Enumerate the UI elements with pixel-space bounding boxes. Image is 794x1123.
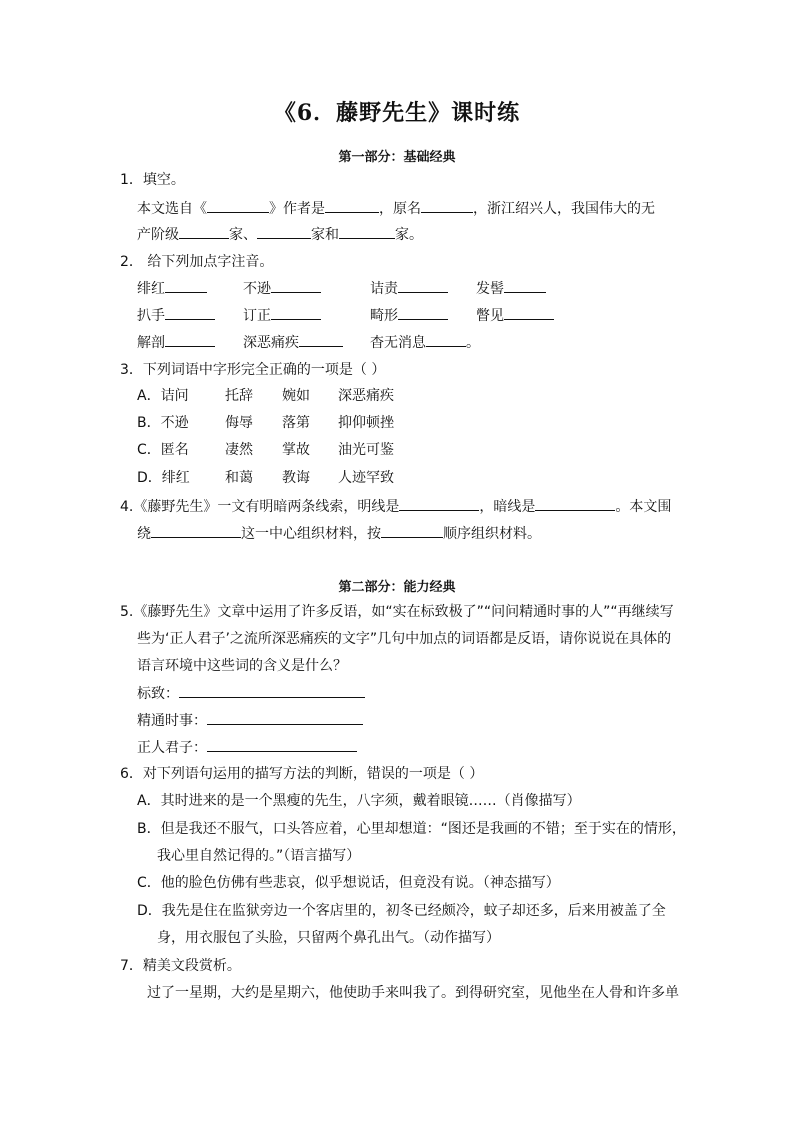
q1-line2 bbox=[137, 224, 423, 245]
q2-item: 不逊 bbox=[243, 278, 321, 299]
answer-blank[interactable] bbox=[339, 224, 395, 239]
q5-line1: 5.《藤野先生》文章中运用了许多反语，如“实在标致极了”“问问精通时事的人”“再继续写 bbox=[120, 604, 674, 620]
q6-option-b-cont: 我心里自然记得的。”（语言描写） bbox=[157, 848, 361, 864]
q5-answer-row bbox=[137, 737, 357, 758]
q2-item: 绯红 bbox=[137, 278, 207, 299]
q1-text: 家、 bbox=[229, 227, 257, 243]
q5-answer-label: 精通时事： bbox=[137, 713, 207, 729]
q2-item: 解剖 bbox=[137, 332, 215, 353]
q2-stem: 2． 给下列加点字注音。 bbox=[120, 254, 274, 270]
answer-blank[interactable] bbox=[421, 198, 473, 213]
q1-text: 本文选自《 bbox=[137, 201, 207, 217]
q3-word: 落第 bbox=[282, 415, 310, 431]
q1-line1 bbox=[137, 198, 655, 219]
q6-option-a[interactable]: A．其时进来的是一个黑瘦的先生，八字须，戴着眼镜……（肖像描写） bbox=[137, 793, 581, 809]
q2-item: 瞥见 bbox=[476, 305, 554, 326]
answer-blank[interactable] bbox=[398, 305, 448, 320]
q3-option-c[interactable]: C．匿名 bbox=[137, 442, 189, 458]
q3-word: 掌故 bbox=[282, 442, 310, 458]
q4-text: 顺序组织材料。 bbox=[443, 526, 541, 542]
q2-item: 扒手 bbox=[137, 305, 215, 326]
q5-line2: 些为‘正人君子’之流所深恶痛疾的文字”几句中加点的词语都是反语，请你说说在具体的 bbox=[137, 631, 672, 647]
answer-blank[interactable] bbox=[257, 224, 311, 239]
q3-word: 教诲 bbox=[282, 470, 310, 486]
q3-word: 婉如 bbox=[282, 388, 310, 404]
q3-word: 油光可鉴 bbox=[338, 442, 394, 458]
answer-blank[interactable] bbox=[165, 332, 215, 347]
q3-stem: 3．下列词语中字形完全正确的一项是（ ） bbox=[120, 362, 386, 378]
answer-blank[interactable] bbox=[398, 278, 448, 293]
q6-option-c[interactable]: C．他的脸色仿佛有些悲哀，似乎想说话，但竟没有说。（神态描写） bbox=[137, 875, 560, 891]
q5-answer-row bbox=[137, 683, 365, 704]
q2-item: 订正 bbox=[243, 305, 321, 326]
q2-item: 杳无消息 。 bbox=[370, 332, 480, 353]
answer-blank[interactable] bbox=[381, 523, 443, 538]
answer-line[interactable] bbox=[207, 710, 363, 725]
q2-item: 发髻 bbox=[476, 278, 546, 299]
q3-word: 侮辱 bbox=[225, 415, 253, 431]
answer-blank[interactable] bbox=[299, 332, 343, 347]
answer-line[interactable] bbox=[179, 683, 365, 698]
q4-text: 这一中心组织材料，按 bbox=[241, 526, 381, 542]
q2-item: 畸形 bbox=[370, 305, 448, 326]
q3-option-a[interactable]: A．诘问 bbox=[137, 388, 189, 404]
q1-stem: 1．填空。 bbox=[120, 172, 185, 188]
q3-word: 人迹罕致 bbox=[338, 470, 394, 486]
q4-text: 绕 bbox=[137, 526, 151, 542]
q6-option-b[interactable]: B．但是我还不服气，口头答应着，心里却想道：“图还是我画的不错；至于实在的情形， bbox=[137, 821, 686, 837]
q5-answer-label: 正人君子： bbox=[137, 740, 207, 756]
q1-text: 家。 bbox=[395, 227, 423, 243]
q1-text: ，原名 bbox=[379, 201, 421, 217]
q3-word: 托辞 bbox=[225, 388, 253, 404]
section-heading-part2: 第二部分：能力经典 bbox=[338, 580, 456, 595]
q4-line2 bbox=[137, 523, 541, 544]
answer-blank[interactable] bbox=[325, 198, 379, 213]
q7-passage: 过了一星期，大约是星期六，他使助手来叫我了。到得研究室，见他坐在人骨和许多单 bbox=[147, 985, 679, 1001]
answer-blank[interactable] bbox=[271, 278, 321, 293]
q4-text: 。本文围 bbox=[615, 499, 672, 515]
q3-word: 和蔼 bbox=[225, 470, 253, 486]
q4-line1 bbox=[120, 496, 671, 517]
q1-text: ，浙江绍兴人，我国伟大的无 bbox=[473, 201, 655, 217]
answer-blank[interactable] bbox=[207, 198, 269, 213]
page-title: 《6．藤野先生》课时练 bbox=[273, 100, 521, 126]
q5-answer-label: 标致： bbox=[137, 686, 179, 702]
q1-text: 》作者是 bbox=[269, 201, 325, 217]
q1-text: 家和 bbox=[311, 227, 339, 243]
answer-line[interactable] bbox=[207, 737, 357, 752]
q3-word: 抑仰顿挫 bbox=[338, 415, 394, 431]
q7-stem: 7．精美文段赏析。 bbox=[120, 958, 241, 974]
q2-item: 诘责 bbox=[370, 278, 448, 299]
answer-blank[interactable] bbox=[179, 224, 229, 239]
answer-blank[interactable] bbox=[165, 278, 207, 293]
q4-text: ，暗线是 bbox=[479, 499, 536, 515]
q6-option-d-cont: 身，用衣服包了头脸，只留两个鼻孔出气。（动作描写） bbox=[157, 930, 500, 946]
q1-text: 产阶级 bbox=[137, 227, 179, 243]
q6-option-d[interactable]: D．我先是住在监狱旁边一个客店里的，初冬已经颇冷，蚊子却还多，后来用被盖了全 bbox=[137, 903, 666, 919]
q2-item: 深恶痛疾 bbox=[243, 332, 343, 353]
q3-word: 深恶痛疾 bbox=[338, 388, 394, 404]
answer-blank[interactable] bbox=[426, 332, 466, 347]
q3-word: 凄然 bbox=[225, 442, 253, 458]
answer-blank[interactable] bbox=[535, 496, 615, 511]
answer-blank[interactable] bbox=[504, 278, 546, 293]
q3-option-b[interactable]: B．不逊 bbox=[137, 415, 189, 431]
answer-blank[interactable] bbox=[271, 305, 321, 320]
q3-option-d[interactable]: D．绯红 bbox=[137, 470, 190, 486]
q6-stem: 6．对下列语句运用的描写方法的判断，错误的一项是（ ） bbox=[120, 766, 484, 782]
q5-line3: 语言环境中这些词的含义是什么？ bbox=[137, 658, 347, 674]
answer-blank[interactable] bbox=[504, 305, 554, 320]
section-heading-part1: 第一部分：基础经典 bbox=[338, 150, 456, 165]
answer-blank[interactable] bbox=[165, 305, 215, 320]
q4-text: 4.《藤野先生》一文有明暗两条线索，明线是 bbox=[120, 499, 400, 515]
q5-answer-row bbox=[137, 710, 363, 731]
answer-blank[interactable] bbox=[399, 496, 479, 511]
answer-blank[interactable] bbox=[151, 523, 241, 538]
